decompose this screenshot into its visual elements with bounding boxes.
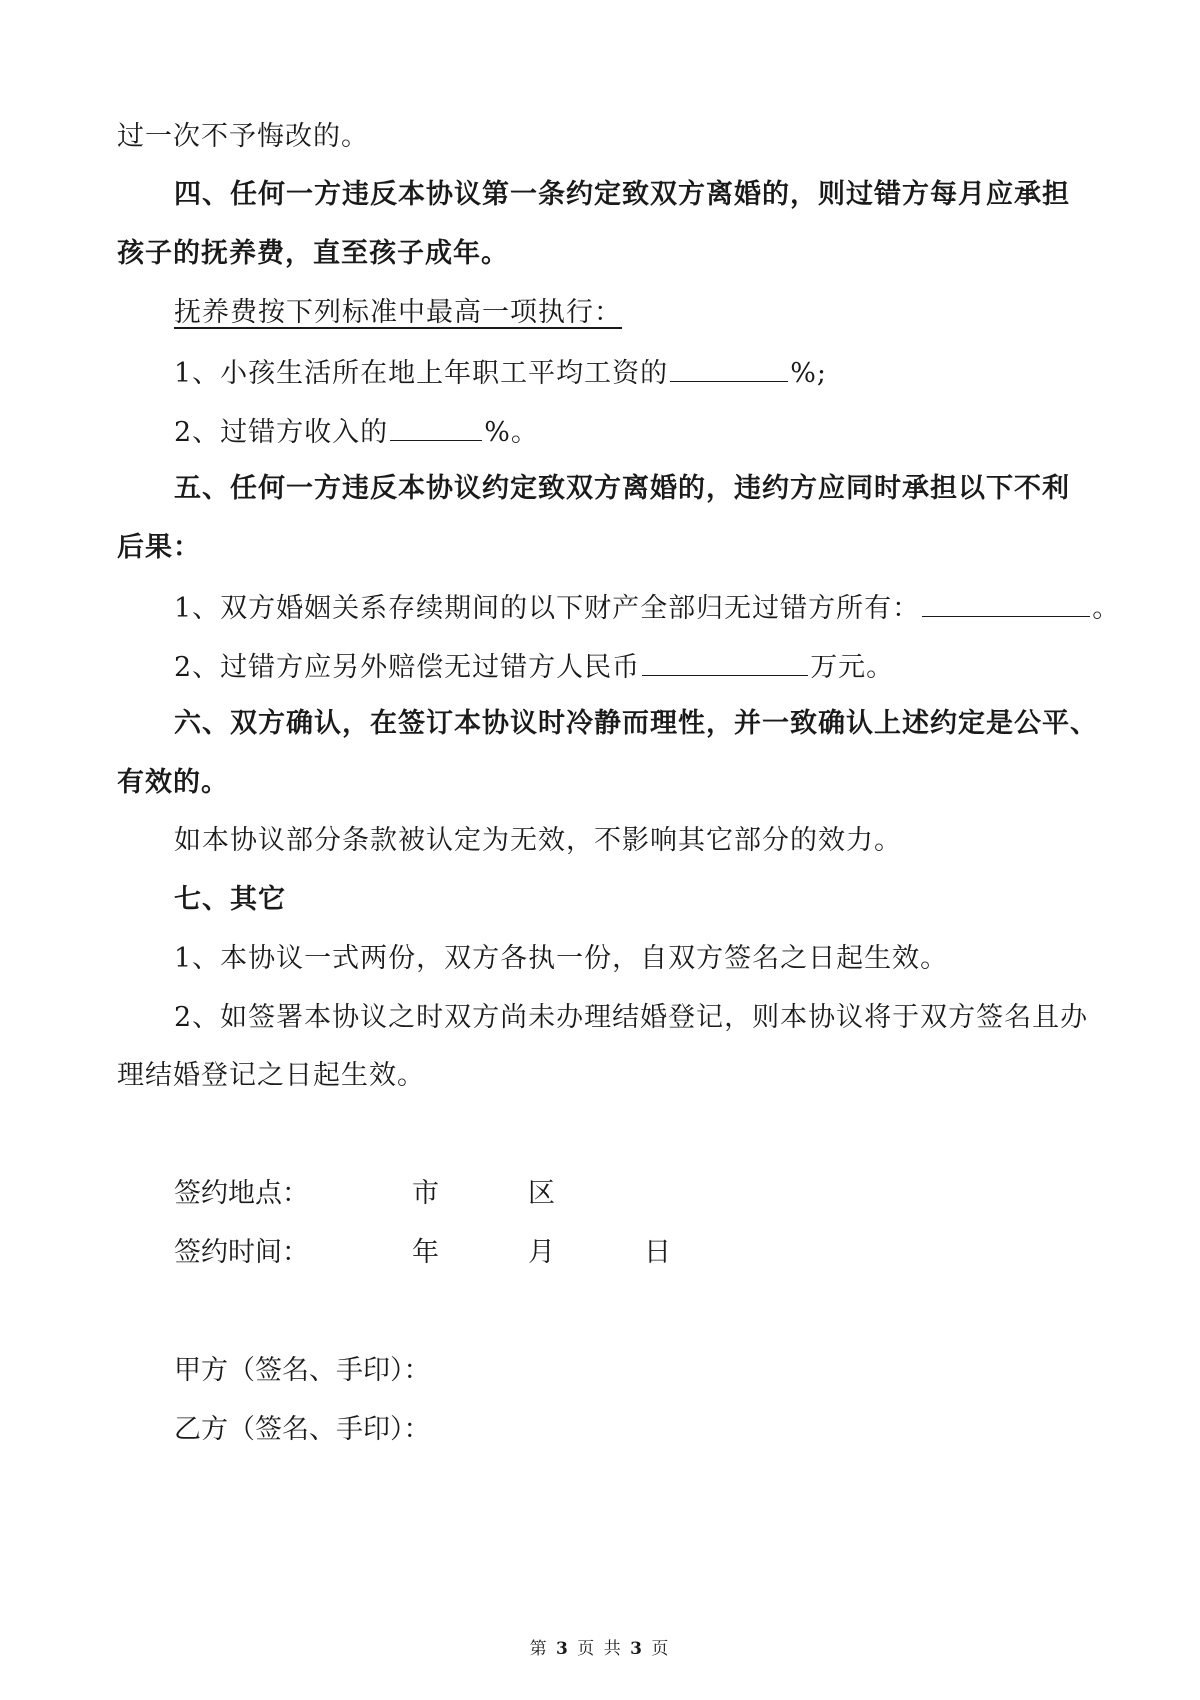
party-b-signature: 乙方（签名、手印）： xyxy=(174,1414,431,1445)
article-5-item-1 xyxy=(174,588,1120,627)
article-5-line-1: 五、任何一方违反本协议约定致双方离婚的，违约方应同时承担以下不利 xyxy=(174,473,1070,504)
article-4-item-2-text: 2、过错方收入的 xyxy=(174,417,389,448)
blank-field[interactable] xyxy=(922,588,1090,617)
footer-prefix: 第 xyxy=(529,1639,549,1659)
blank-field[interactable] xyxy=(642,647,808,676)
article-7-item-1: 1、本协议一式两份，双方各执一份，自双方签名之日起生效。 xyxy=(174,943,949,974)
signing-time-label: 签约时间： xyxy=(174,1237,309,1268)
article-4-item-1-unit: %; xyxy=(790,358,827,389)
signing-place-label: 签约地点： xyxy=(174,1178,309,1209)
article-4-line-1: 四、任何一方违反本协议第一条约定致双方离婚的，则过错方每月应承担 xyxy=(174,179,1070,210)
article-4-standard: 抚养费按下列标准中最高一项执行： xyxy=(174,297,622,328)
article-4-item-2 xyxy=(174,412,539,451)
footer-suffix: 页 xyxy=(651,1639,671,1659)
article-5-item-2-unit: 万元。 xyxy=(810,652,895,683)
blank-field[interactable] xyxy=(390,412,482,441)
article-4-item-2-unit: %。 xyxy=(484,417,539,448)
article-5-item-1-end: 。 xyxy=(1092,593,1121,624)
article-5-item-2 xyxy=(174,647,894,686)
party-a-signature: 甲方（签名、手印）： xyxy=(174,1355,431,1386)
article-7-title: 七、其它 xyxy=(174,884,286,915)
signing-district: 区 xyxy=(528,1178,555,1209)
article-5-line-2: 后果： xyxy=(117,532,201,563)
signing-day: 日 xyxy=(644,1237,671,1268)
blank-field[interactable] xyxy=(670,353,788,382)
article-6-note: 如本协议部分条款被认定为无效，不影响其它部分的效力。 xyxy=(174,825,902,856)
article-7-item-2-line-2: 理结婚登记之日起生效。 xyxy=(117,1060,425,1091)
footer-total-pages: 3 xyxy=(630,1639,644,1659)
footer-current-page: 3 xyxy=(556,1639,570,1659)
signing-month: 月 xyxy=(528,1237,555,1268)
signing-year: 年 xyxy=(412,1237,439,1268)
signing-city: 市 xyxy=(412,1178,439,1209)
article-6-line-1: 六、双方确认，在签订本协议时冷静而理性，并一致确认上述约定是公平、 xyxy=(174,708,1098,739)
article-4-item-1 xyxy=(174,353,827,392)
article-7-item-2-line-1: 2、如签署本协议之时双方尚未办理结婚登记，则本协议将于双方签名且办 xyxy=(174,1002,1089,1033)
article-6-line-2: 有效的。 xyxy=(117,767,229,798)
article-4-line-2: 孩子的抚养费，直至孩子成年。 xyxy=(117,238,509,269)
article-4-item-1-text: 1、小孩生活所在地上年职工平均工资的 xyxy=(174,358,669,389)
footer-mid: 页 共 xyxy=(577,1639,623,1659)
article-5-item-1-text: 1、双方婚姻关系存续期间的以下财产全部归无过错方所有： xyxy=(174,593,921,624)
paragraph-continuation: 过一次不予悔改的。 xyxy=(117,121,369,152)
page-number-footer xyxy=(0,1637,1200,1661)
article-5-item-2-text: 2、过错方应另外赔偿无过错方人民币 xyxy=(174,652,641,683)
